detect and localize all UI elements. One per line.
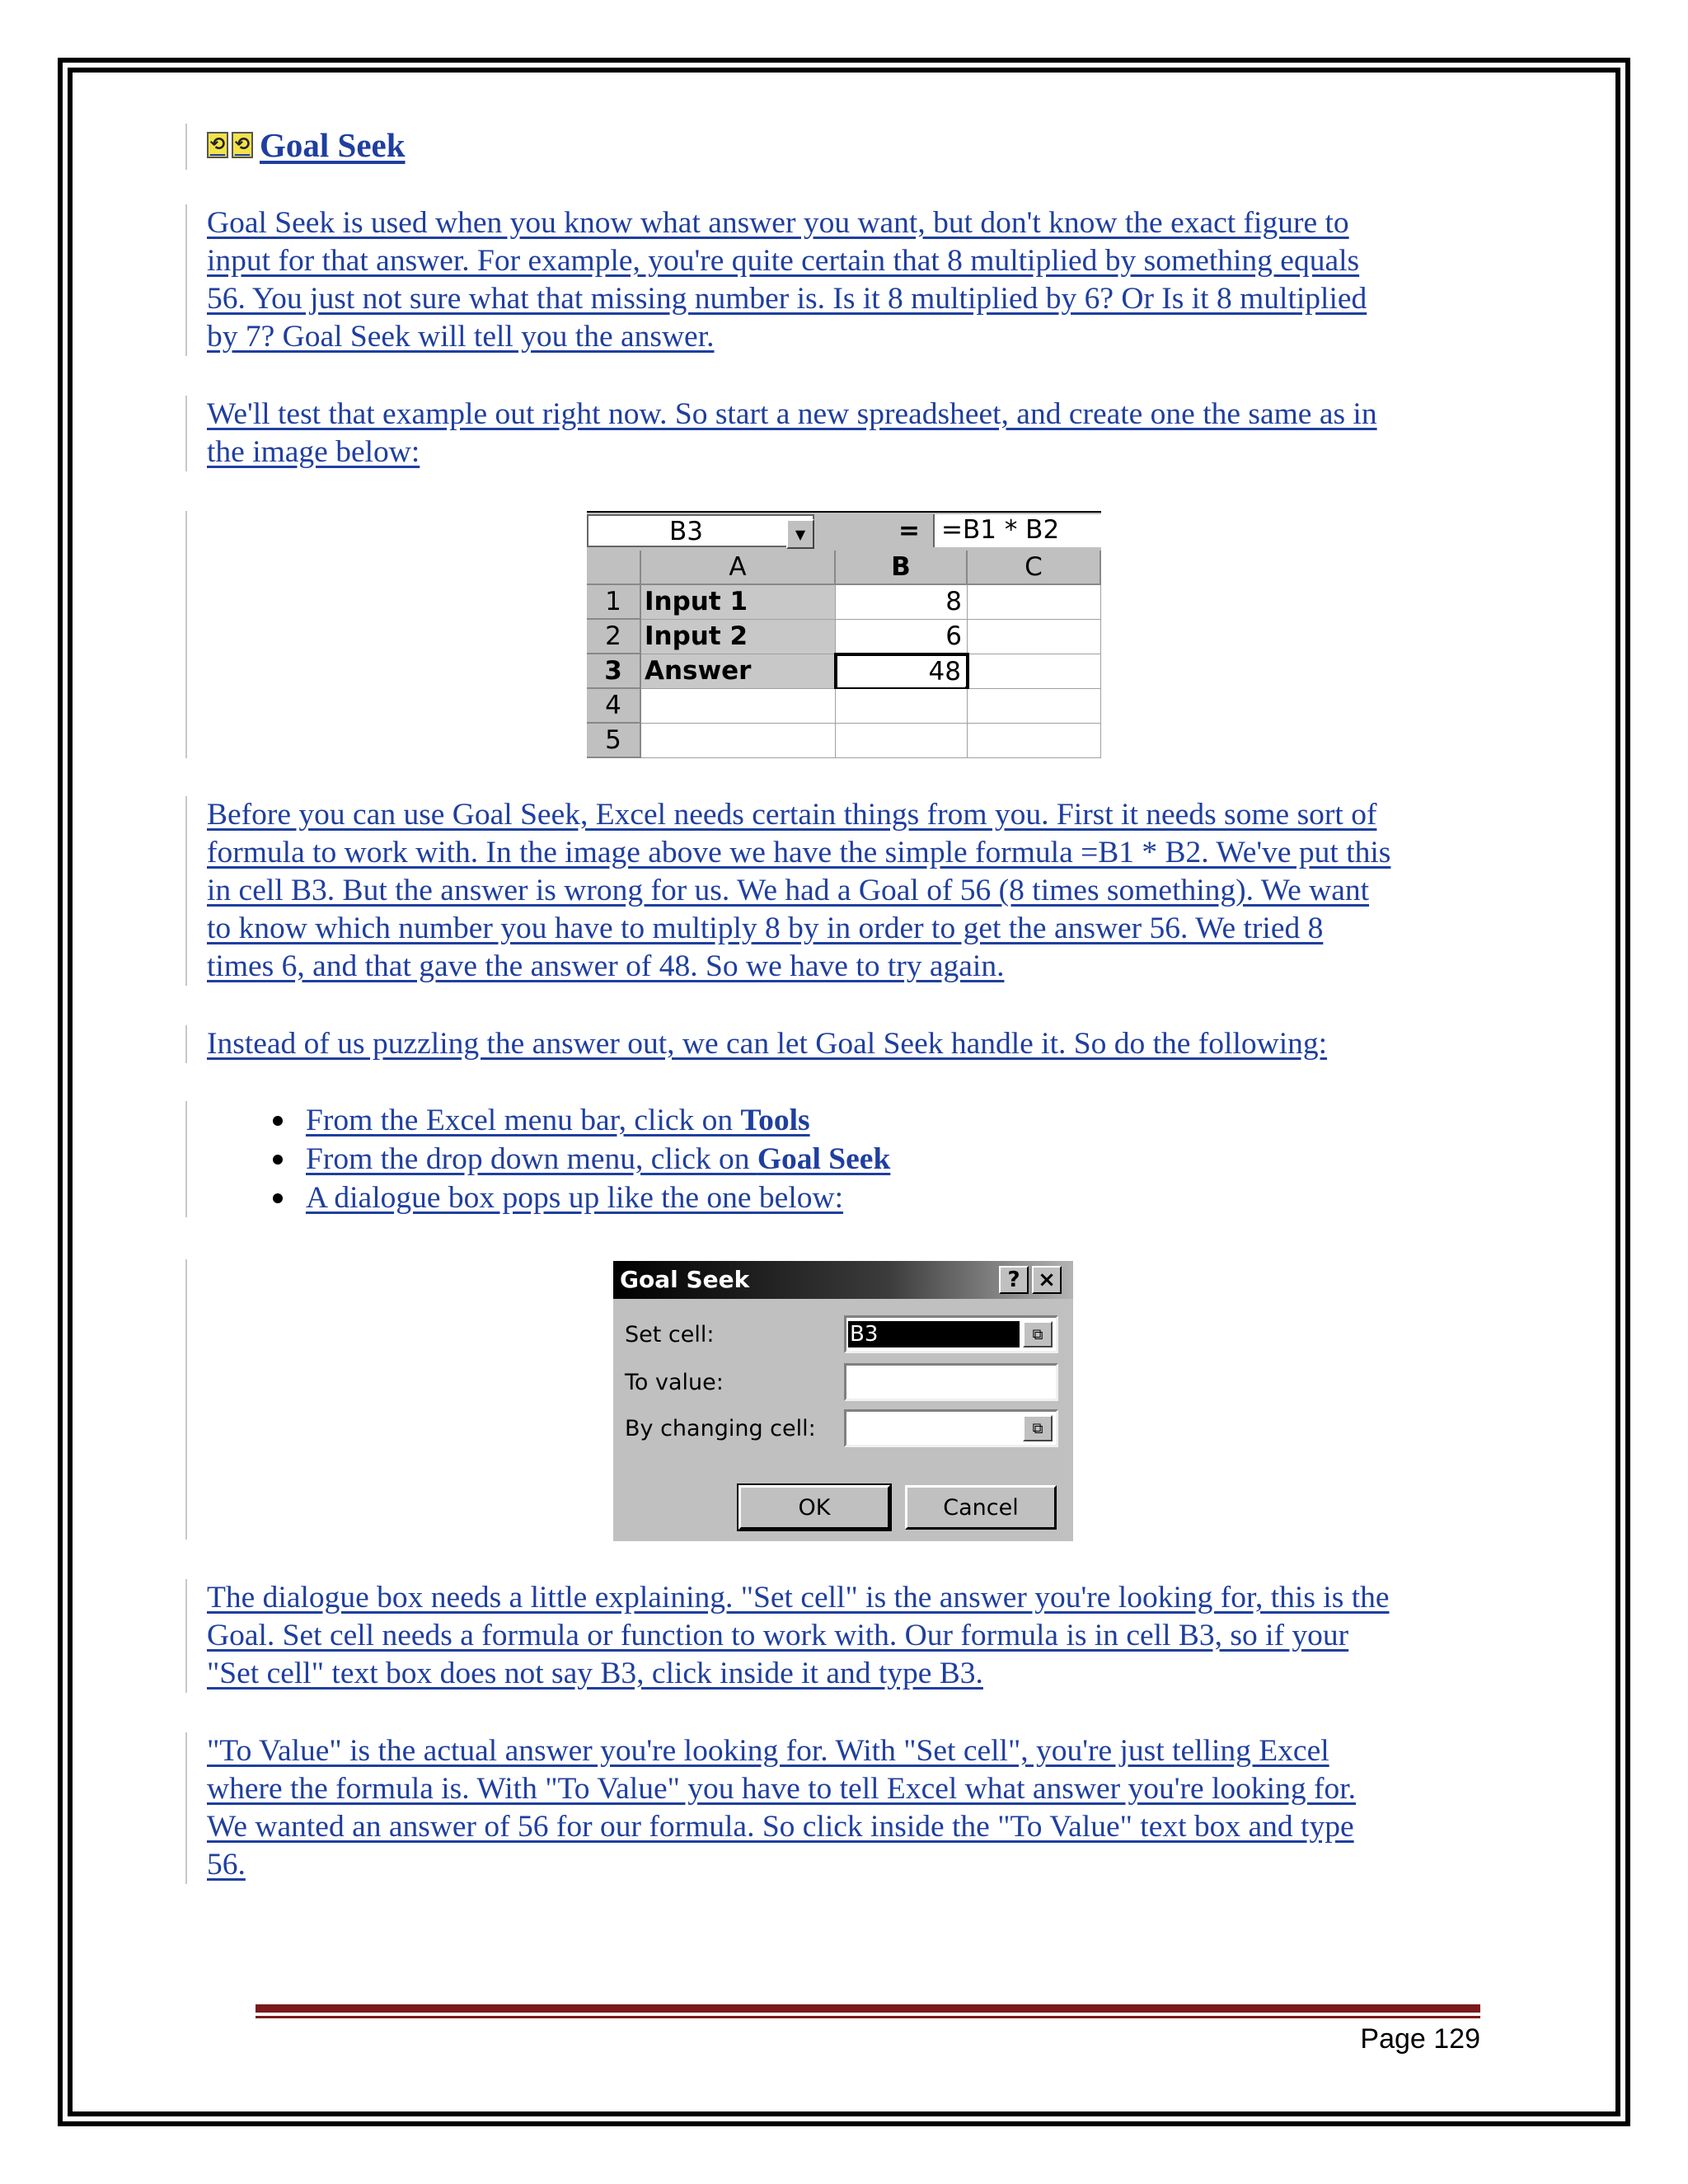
dialog-title-bar[interactable] (613, 1261, 1073, 1299)
row-header[interactable]: 5 (587, 724, 641, 758)
toc-link-icon-2: ⟲ (232, 132, 253, 158)
name-box-value: B3 (669, 517, 703, 546)
cell-a3[interactable]: Answer (641, 654, 836, 689)
para-line[interactable]: Before you can use Goal Seek, Excel needs certain things from you. First it needs some sort of (207, 798, 1377, 832)
paragraph-instead (185, 1025, 1327, 1063)
para-line[interactable]: to know which number you have to multiply 8 by in order to get the answer 56. We tried 8 (207, 912, 1324, 945)
list-item-text: From the drop down menu, click on Goal Seek (306, 1142, 891, 1176)
collapse-dialog-icon[interactable]: ⧉ (1023, 1415, 1053, 1441)
collapse-dialog-icon[interactable]: ⧉ (1023, 1321, 1053, 1347)
list-item-text: From the Excel menu bar, click on Tools (306, 1104, 810, 1137)
spreadsheet-image (587, 511, 1101, 758)
select-all-corner[interactable] (587, 551, 641, 585)
row-header[interactable]: 3 (587, 654, 641, 689)
bullet-icon (273, 1193, 283, 1203)
paragraph-explain (185, 1579, 1390, 1693)
set-cell-label: Set cell: (625, 1322, 715, 1347)
para-line[interactable]: We wanted an answer of 56 for our formula. So click inside the "To Value" text box and type (207, 1810, 1354, 1844)
footer-rule-thin (256, 2016, 1480, 2018)
cell-a5[interactable] (641, 724, 836, 758)
steps-block (185, 1101, 890, 1217)
changing-cell-input[interactable] (844, 1409, 1058, 1447)
cell-a2[interactable]: Input 2 (641, 620, 836, 654)
list-item[interactable] (207, 1140, 890, 1179)
cell-b4[interactable] (836, 689, 968, 724)
column-header-a[interactable]: A (641, 551, 836, 585)
list-item-text: A dialogue box pops up like the one below: (306, 1181, 843, 1215)
to-value-label: To value: (625, 1370, 724, 1395)
page-number: Page 129 (1360, 2023, 1480, 2055)
para-line[interactable]: "Set cell" text box does not say B3, click inside it and type B3. (207, 1657, 983, 1690)
spreadsheet-figure-block (185, 511, 207, 758)
paragraph-intro (185, 204, 1367, 356)
para-line[interactable]: We'll test that example out right now. So start a new spreadsheet, and create one the same as in (207, 397, 1377, 431)
cell-a4[interactable] (641, 689, 836, 724)
cell-b5[interactable] (836, 724, 968, 758)
column-header-c[interactable]: C (968, 551, 1101, 585)
equals-sign: = (898, 516, 920, 546)
cell-b2[interactable]: 6 (836, 620, 968, 654)
to-value-input[interactable] (844, 1363, 1058, 1401)
cell-c2[interactable] (968, 620, 1101, 654)
set-cell-value: B3 (848, 1321, 1020, 1347)
paragraph-before (185, 796, 1390, 986)
close-icon[interactable]: × (1032, 1266, 1062, 1294)
dialog-title: Goal Seek (620, 1266, 750, 1293)
para-line[interactable]: Goal Seek is used when you know what answer you want, but don't know the exact figure to (207, 206, 1349, 240)
formula-text: =B1 * B2 (941, 515, 1060, 545)
name-box[interactable] (587, 514, 814, 547)
para-line[interactable]: in cell B3. But the answer is wrong for us. We had a Goal of 56 (8 times something). We want (207, 874, 1370, 907)
para-line[interactable]: where the formula is. With "To Value" you have to tell Excel what answer you're looking for. (207, 1772, 1357, 1806)
row-header[interactable]: 2 (587, 620, 641, 654)
dialog-figure-block (185, 1259, 207, 1540)
para-line[interactable]: times 6, and that gave the answer of 48. So we have to try again. (207, 949, 1005, 983)
row-header[interactable]: 4 (587, 689, 641, 724)
changing-cell-label: By changing cell: (625, 1416, 816, 1441)
cell-b3-selected[interactable]: 48 (834, 653, 969, 691)
para-line[interactable]: 56. You just not sure what that missing number is. Is it 8 multiplied by 6? Or Is it 8 multiplied (207, 282, 1367, 316)
cell-a1[interactable]: Input 1 (641, 585, 836, 620)
para-line[interactable]: formula to work with. In the image above we have the simple formula =B1 * B2. We've put this (207, 836, 1391, 869)
para-line[interactable]: Goal. Set cell needs a formula or function to work with. Our formula is in cell B3, so if your (207, 1619, 1349, 1652)
bullet-icon (273, 1116, 283, 1126)
title-block (185, 124, 406, 170)
steps-list (207, 1101, 890, 1217)
formula-input[interactable] (933, 514, 1101, 547)
list-item[interactable] (207, 1101, 890, 1140)
chevron-down-icon[interactable]: ▼ (786, 519, 814, 549)
bullet-icon (273, 1155, 283, 1165)
para-line[interactable]: by 7? Goal Seek will tell you the answer. (207, 320, 715, 354)
column-header-b[interactable]: B (836, 551, 968, 585)
toc-link-icon: ⟲ (207, 132, 228, 158)
set-cell-input[interactable] (844, 1315, 1058, 1353)
para-line[interactable]: 56. (207, 1848, 246, 1882)
row-header[interactable]: 1 (587, 585, 641, 620)
para-line[interactable]: The dialogue box needs a little explaining. "Set cell" is the answer you're looking for, this is the (207, 1581, 1390, 1615)
title-text: Goal Seek (260, 126, 406, 164)
list-item[interactable] (207, 1179, 890, 1217)
page-title[interactable] (207, 124, 406, 166)
para-line[interactable]: "To Value" is the actual answer you're looking for. With "Set cell", you're just telling Excel (207, 1734, 1329, 1768)
para-line[interactable]: Instead of us puzzling the answer out, we can let Goal Seek handle it. So do the following: (207, 1027, 1328, 1061)
paragraph-test (185, 396, 1377, 471)
cell-c3[interactable] (969, 654, 1101, 689)
paragraph-tovalue (185, 1732, 1356, 1884)
title-icons (207, 132, 256, 158)
para-line[interactable]: input for that answer. For example, you're quite certain that 8 multiplied by something equals (207, 244, 1360, 278)
cell-c5[interactable] (968, 724, 1101, 758)
formula-bar (587, 511, 1101, 551)
help-icon[interactable]: ? (999, 1266, 1029, 1294)
ok-button[interactable]: OK (738, 1485, 890, 1530)
cancel-button[interactable]: Cancel (905, 1485, 1057, 1530)
para-line[interactable]: the image below: (207, 435, 420, 469)
cell-c4[interactable] (968, 689, 1101, 724)
cell-c1[interactable] (968, 585, 1101, 620)
goal-seek-dialog (613, 1261, 1073, 1541)
footer-rule (256, 2004, 1480, 2013)
cell-b1[interactable]: 8 (836, 585, 968, 620)
